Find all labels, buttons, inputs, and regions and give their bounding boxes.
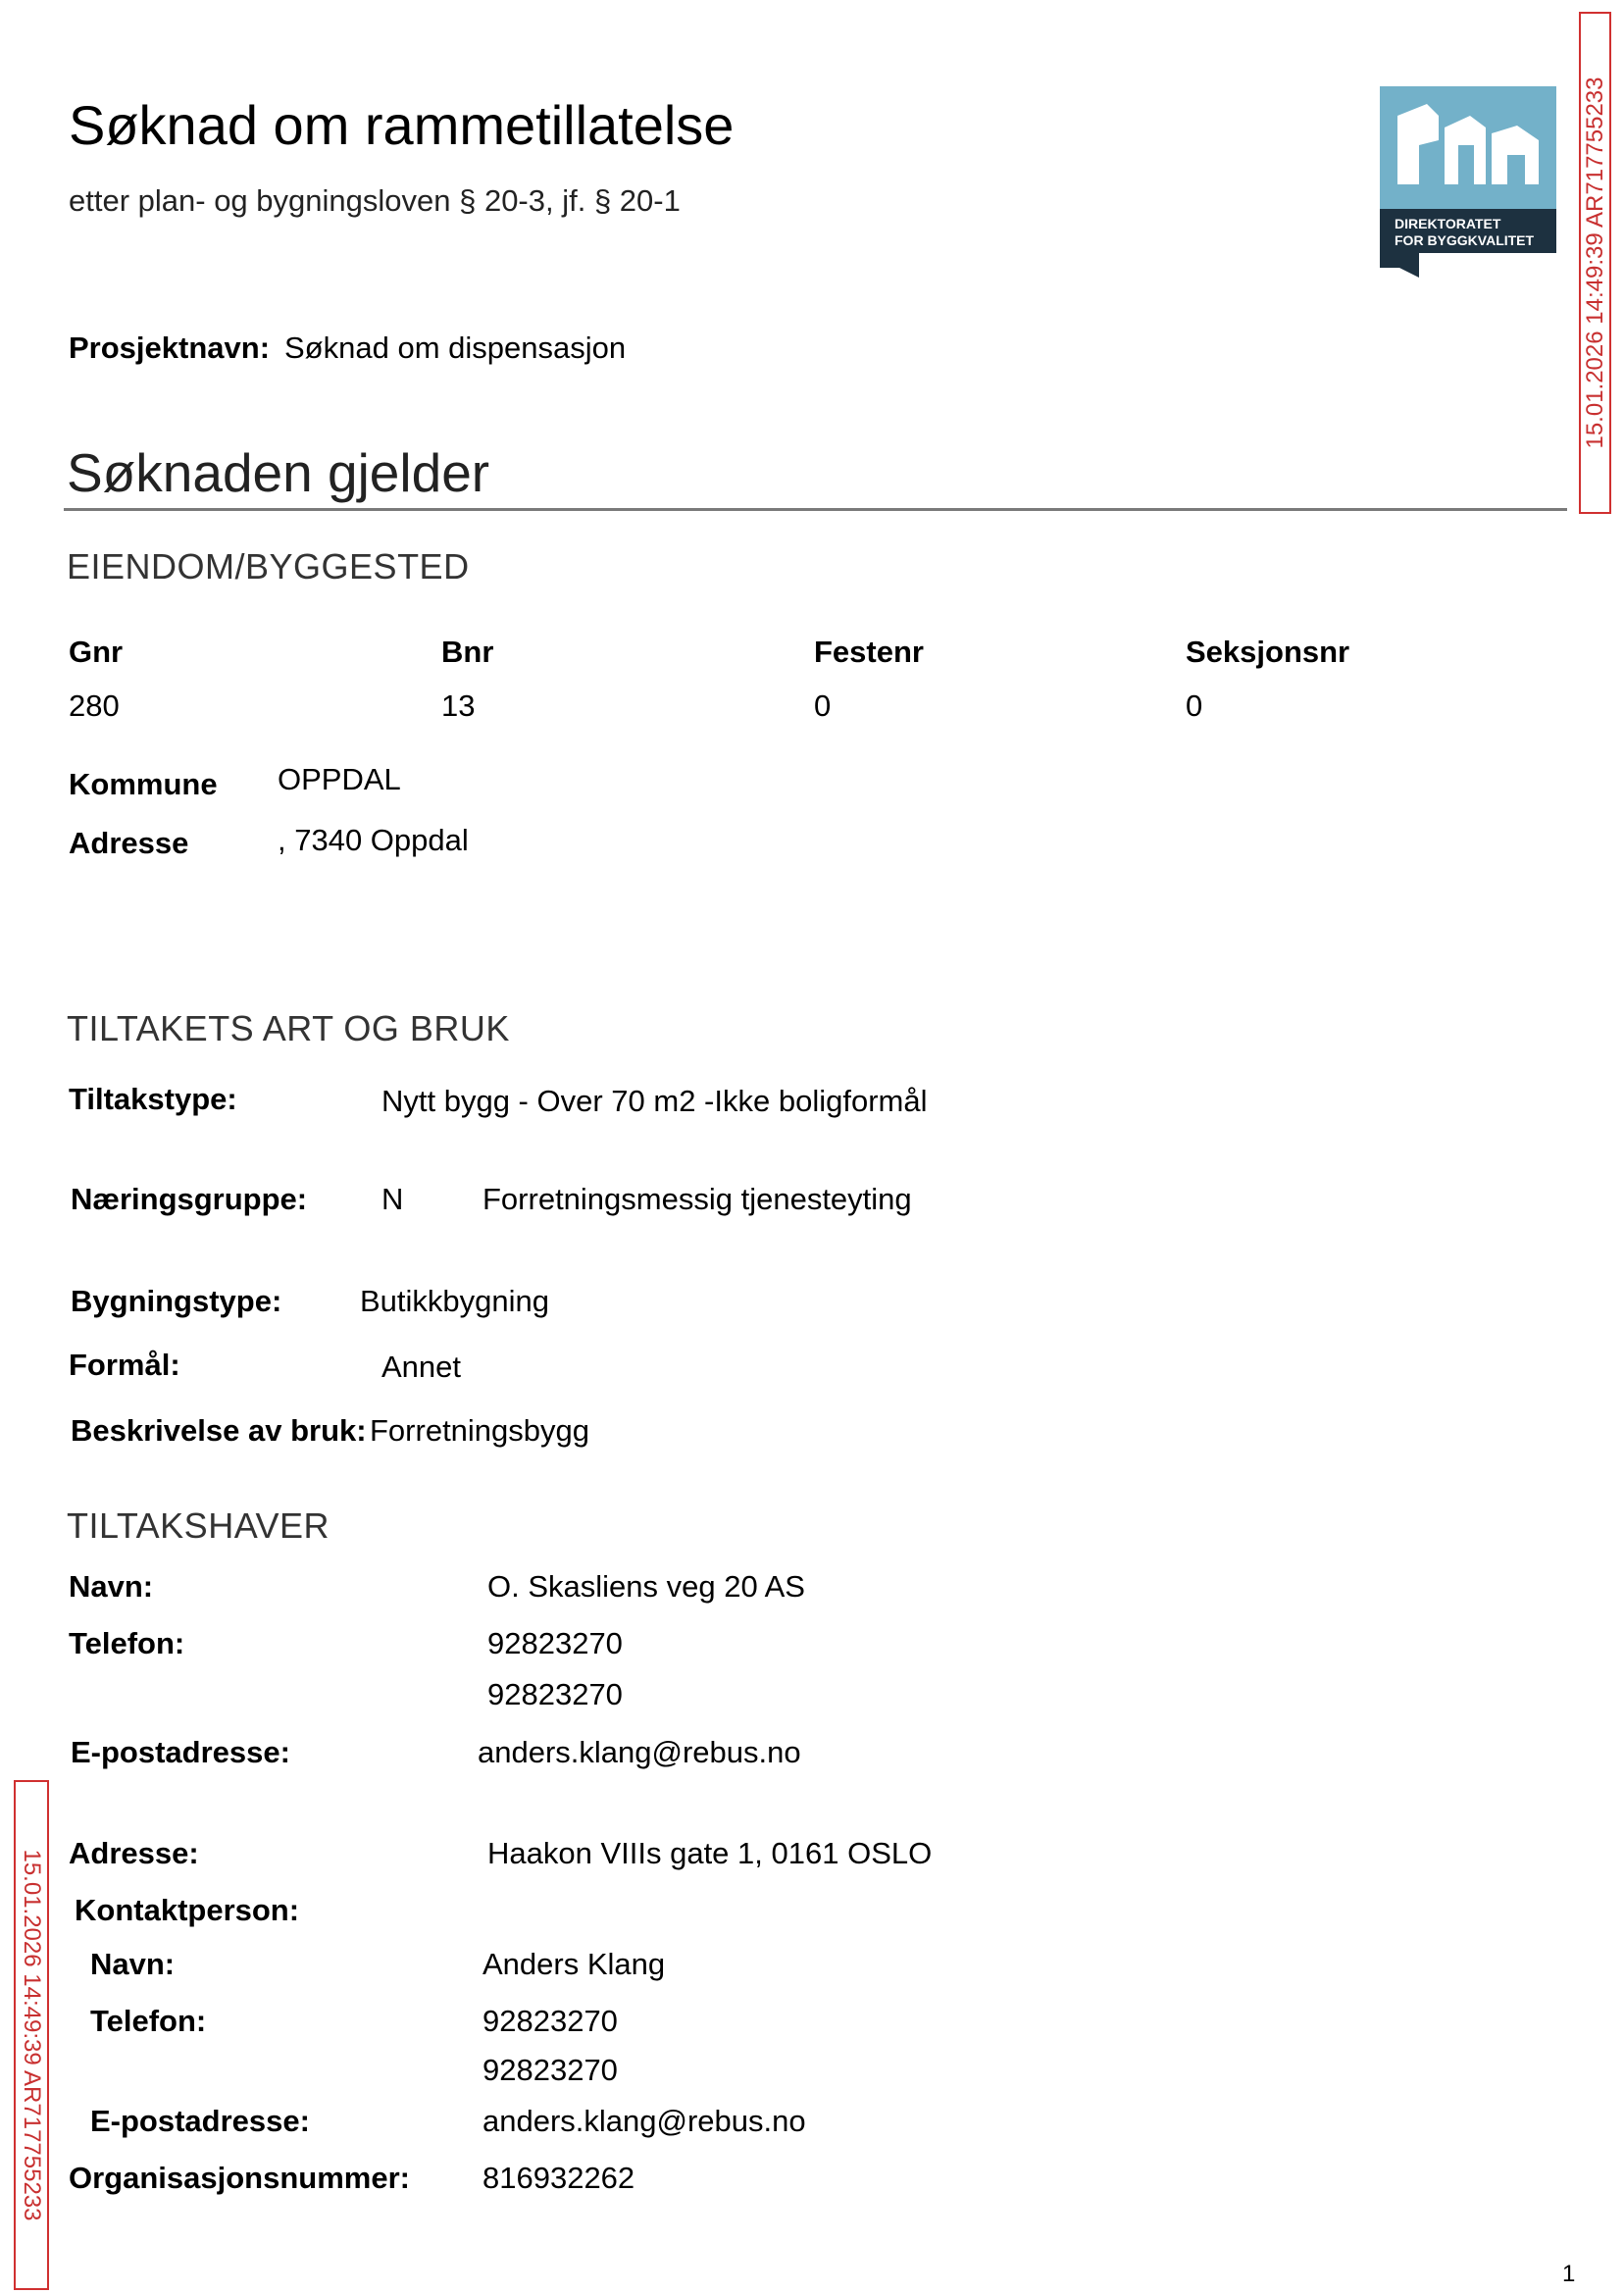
kontaktperson-navn-value: Anders Klang [482,1947,666,1981]
adresse-value: , 7340 Oppdal [278,823,469,857]
received-stamp-left [14,1780,49,2290]
bnr-value: 13 [441,688,476,723]
naeringsgruppe-label: Næringsgruppe: [71,1182,308,1216]
tiltakshaver-navn-value: O. Skasliens veg 20 AS [487,1569,805,1604]
dibk-logo [1380,86,1556,278]
bygningstype-value: Butikkbygning [360,1284,550,1318]
tiltakshaver-heading: TILTAKSHAVER [67,1505,330,1546]
naeringsgruppe-value: Forretningsmessig tjenesteyting [482,1182,912,1216]
dibk-logo-graphic [1380,86,1556,278]
beskrivelse-value: Forretningsbygg [370,1413,590,1448]
gnr-label: Gnr [69,635,124,669]
tiltakshaver-epost-label: E-postadresse: [71,1735,290,1769]
festenr-label: Festenr [814,635,924,669]
kontaktperson-epost-value: anders.klang@rebus.no [482,2104,806,2138]
kommune-label: Kommune [69,767,218,801]
document-subtitle: etter plan- og bygningsloven § 20-3, jf. § 20-1 [69,183,681,218]
gnr-value: 280 [69,688,120,723]
logo-text-line2: FOR BYGGKVALITET [1395,232,1535,248]
festenr-value: 0 [814,688,832,723]
tiltakstype-value: Nytt bygg - Over 70 m2 -Ikke boligformål [381,1084,928,1118]
stamp-text: 15.01.2026 14:49:39 AR717755233 [19,1849,45,2221]
tiltakstype-label: Tiltakstype: [69,1082,237,1116]
tiltakshaver-telefon-label: Telefon: [69,1626,185,1660]
tiltakshaver-epost-value: anders.klang@rebus.no [478,1735,801,1769]
kommune-value: OPPDAL [278,762,401,796]
stamp-text: 15.01.2026 14:49:39 AR717755233 [1581,76,1608,449]
project-name-label: Prosjektnavn: [69,331,271,365]
bnr-label: Bnr [441,635,494,669]
logo-text-line1: DIREKTORATET [1395,216,1501,231]
beskrivelse-label: Beskrivelse av bruk: [71,1413,367,1448]
orgnr-label: Organisasjonsnummer: [69,2161,410,2195]
document-title: Søknad om rammetillatelse [69,94,735,156]
tiltakshaver-telefon-value-2: 92823270 [487,1677,623,1711]
property-heading: EIENDOM/BYGGESTED [67,546,470,586]
section-title: Søknaden gjelder [67,442,490,503]
kontaktperson-label: Kontaktperson: [75,1893,300,1927]
seksjonsnr-value: 0 [1186,688,1203,723]
bygningstype-label: Bygningstype: [71,1284,282,1318]
kontaktperson-navn-label: Navn: [90,1947,176,1981]
orgnr-value: 816932262 [482,2161,635,2195]
kontaktperson-telefon-value: 92823270 [482,2004,618,2038]
received-stamp-right [1579,12,1611,514]
tiltakshaver-navn-label: Navn: [69,1569,154,1604]
tiltakshaver-telefon-value: 92823270 [487,1626,623,1660]
kontaktperson-telefon-value-2: 92823270 [482,2053,618,2087]
naeringsgruppe-code: N [381,1182,404,1216]
tiltak-heading: TILTAKETS ART OG BRUK [67,1008,510,1048]
formal-value: Annet [381,1350,462,1384]
adresse-label: Adresse [69,826,189,860]
formal-label: Formål: [69,1348,180,1382]
kontaktperson-telefon-label: Telefon: [90,2004,207,2038]
project-name-value: Søknad om dispensasjon [284,331,627,365]
seksjonsnr-label: Seksjonsnr [1186,635,1350,669]
tiltakshaver-adresse-label: Adresse: [69,1836,199,1870]
kontaktperson-epost-label: E-postadresse: [90,2104,310,2138]
page-number: 1 [1562,2261,1576,2287]
tiltakshaver-adresse-value: Haakon VIIIs gate 1, 0161 OSLO [487,1836,933,1870]
section-divider [64,508,1567,511]
